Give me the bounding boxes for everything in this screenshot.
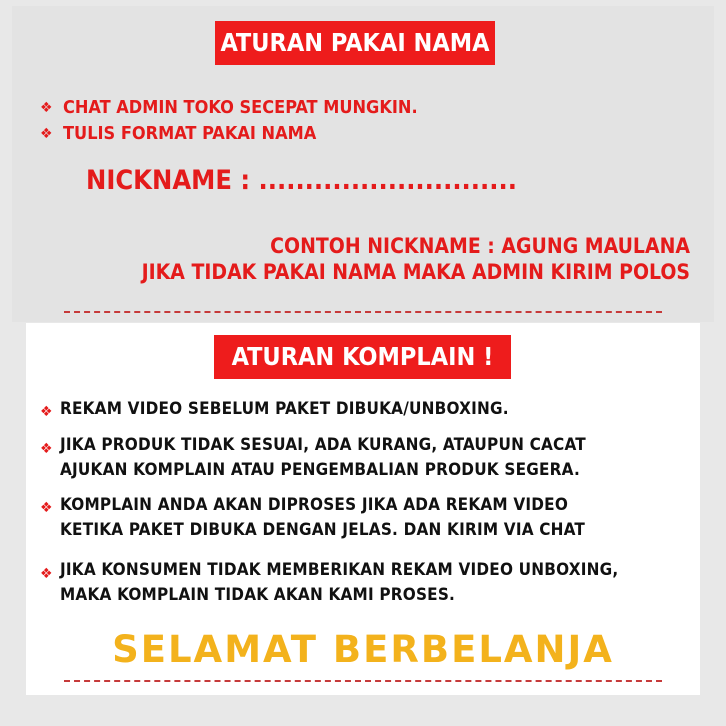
nickname-format-line: NICKNAME : ............................ [86,165,517,196]
complaint-rule-3-line-2: KETIKA PAKET DIBUKA DENGAN JELAS. DAN KIRIM VIA CHAT [60,520,586,540]
complaint-rules-title: ATURAN KOMPLAIN ! [214,335,511,379]
complaint-rule-2-line-2: AJUKAN KOMPLAIN ATAU PENGEMBALIAN PRODUK SEGERA. [60,460,580,480]
nickname-rules-title: ATURAN PAKAI NAMA [215,21,495,65]
diamond-bullet-icon: ❖ [40,441,53,457]
complaint-rule-1-line-1: REKAM VIDEO SEBELUM PAKET DIBUKA/UNBOXING. [60,399,509,419]
diamond-bullet-icon: ❖ [40,100,53,116]
diamond-bullet-icon: ❖ [40,566,53,582]
diamond-bullet-icon: ❖ [40,126,53,142]
complaint-rule-3-line-1: KOMPLAIN ANDA AKAN DIPROSES JIKA ADA REKAM VIDEO [60,495,569,515]
nickname-warning-line: JIKA TIDAK PAKAI NAMA MAKA ADMIN KIRIM POLOS [141,260,690,284]
nickname-example-line: CONTOH NICKNAME : AGUNG MAULANA [270,234,690,258]
diamond-bullet-icon: ❖ [40,500,53,516]
divider-dashed [64,311,662,313]
complaint-rule-4-line-1: JIKA KONSUMEN TIDAK MEMBERIKAN REKAM VIDEO UNBOXING, [60,560,619,580]
closing-greeting: SELAMAT BERBELANJA [112,628,614,671]
nickname-rule-1: CHAT ADMIN TOKO SECEPAT MUNGKIN. [63,97,418,118]
complaint-rule-4-line-2: MAKA KOMPLAIN TIDAK AKAN KAMI PROSES. [60,585,456,605]
nickname-rule-2: TULIS FORMAT PAKAI NAMA [63,123,317,144]
diamond-bullet-icon: ❖ [40,404,53,420]
divider-dashed [64,680,662,682]
complaint-rule-2-line-1: JIKA PRODUK TIDAK SESUAI, ADA KURANG, ATAUPUN CACAT [60,435,586,455]
